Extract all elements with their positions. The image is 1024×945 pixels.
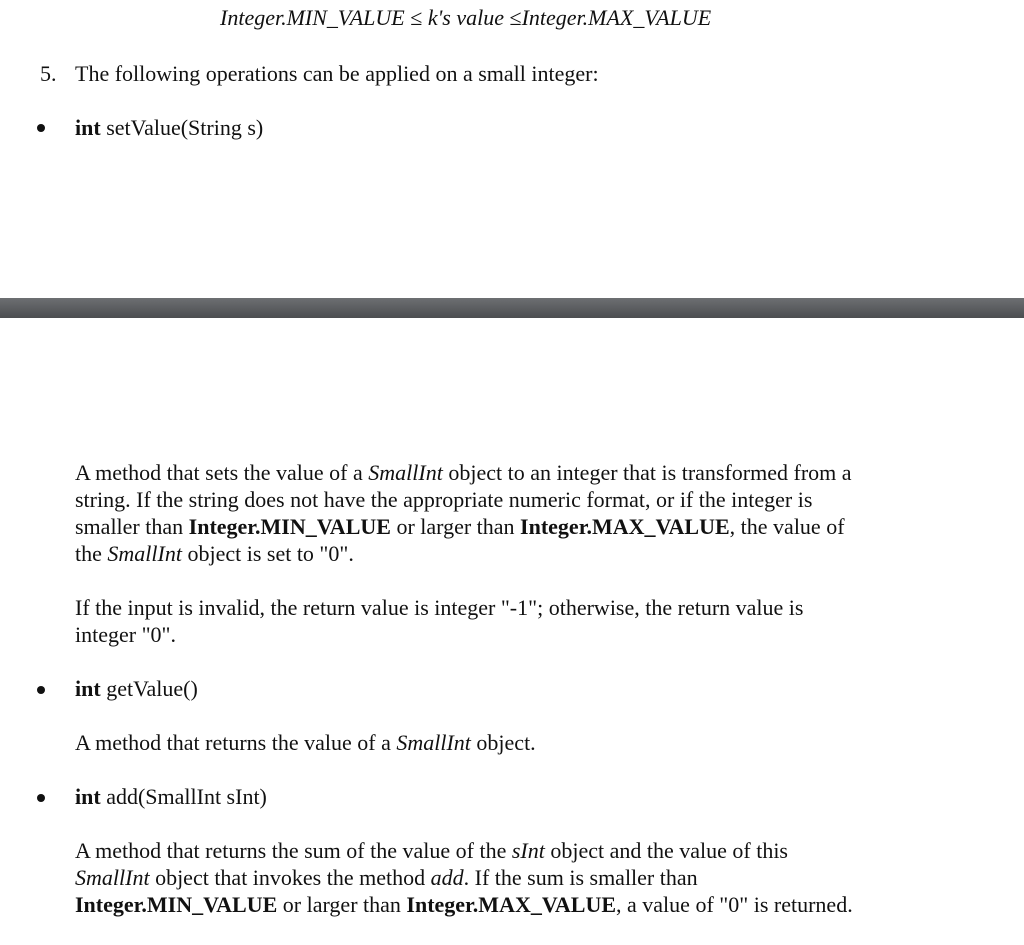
- text-run: or larger than: [277, 892, 407, 917]
- class-name: SmallInt: [368, 460, 443, 485]
- text-run: A method that returns the sum of the value of the: [75, 838, 512, 863]
- formula-le-1: ≤: [410, 5, 423, 30]
- formula-min: Integer.MIN_VALUE: [220, 5, 405, 30]
- method-name: add: [430, 865, 464, 890]
- min-constant: Integer.MIN_VALUE: [75, 892, 278, 917]
- bullet-setvalue: [37, 124, 45, 132]
- text-run: object that invokes the method: [149, 865, 431, 890]
- text-run: object to an integer that is transformed from a: [442, 460, 852, 485]
- add-desc-line-2: [75, 864, 698, 891]
- setvalue-desc-line-3: [75, 513, 845, 540]
- text-run: object is set to "0".: [181, 541, 354, 566]
- text-run: A method that returns the value of a: [75, 730, 397, 755]
- setvalue-desc-line-4: [75, 540, 354, 567]
- text-run: . If the sum is smaller than: [463, 865, 698, 890]
- range-formula: [220, 4, 711, 31]
- add-signature: [75, 783, 267, 810]
- max-constant: Integer.MAX_VALUE: [406, 892, 617, 917]
- getvalue-desc: [75, 729, 536, 756]
- text-run: , the value of: [729, 514, 845, 539]
- add-return-type: int: [75, 784, 101, 809]
- add-desc-line-1: [75, 837, 788, 864]
- setvalue-return-line-1: If the input is invalid, the return value is integer "-1"; otherwise, the return value is: [75, 595, 804, 620]
- setvalue-return-type: int: [75, 115, 101, 140]
- item-text: The following operations can be applied on a small integer:: [75, 61, 599, 86]
- bullet-add: [37, 794, 45, 802]
- text-run: , a value of "0" is returned.: [616, 892, 853, 917]
- setvalue-desc-line-1: [75, 459, 852, 486]
- bullet-getvalue: [37, 686, 45, 694]
- text-run: or larger than: [390, 514, 521, 539]
- getvalue-signature: [75, 675, 198, 702]
- class-name: SmallInt: [396, 730, 471, 755]
- text-run: smaller than: [75, 514, 189, 539]
- setvalue-return-line-2: integer "0".: [75, 622, 177, 647]
- text-run: the: [75, 541, 108, 566]
- text-run: object and the value of this: [544, 838, 788, 863]
- setvalue-signature: [75, 114, 263, 141]
- formula-max: Integer.MAX_VALUE: [521, 5, 712, 30]
- class-name: SmallInt: [75, 865, 150, 890]
- add-name: add(SmallInt sInt): [100, 784, 267, 809]
- item-number: 5.: [40, 61, 57, 86]
- setvalue-desc-line-2: string. If the string does not have the appropriate numeric format, or if the integer is: [75, 487, 813, 512]
- setvalue-name: setValue(String s): [100, 115, 264, 140]
- text-run: A method that sets the value of a: [75, 460, 369, 485]
- formula-mid: k's value: [427, 5, 504, 30]
- add-desc-line-3: [75, 891, 853, 918]
- class-name: SmallInt: [107, 541, 182, 566]
- param-name: sInt: [511, 838, 545, 863]
- getvalue-return-type: int: [75, 676, 101, 701]
- max-constant: Integer.MAX_VALUE: [520, 514, 730, 539]
- page-separator-bar: [0, 298, 1024, 318]
- formula-le-2: ≤: [509, 5, 522, 30]
- getvalue-name: getValue(): [100, 676, 198, 701]
- text-run: object.: [470, 730, 536, 755]
- min-constant: Integer.MIN_VALUE: [188, 514, 391, 539]
